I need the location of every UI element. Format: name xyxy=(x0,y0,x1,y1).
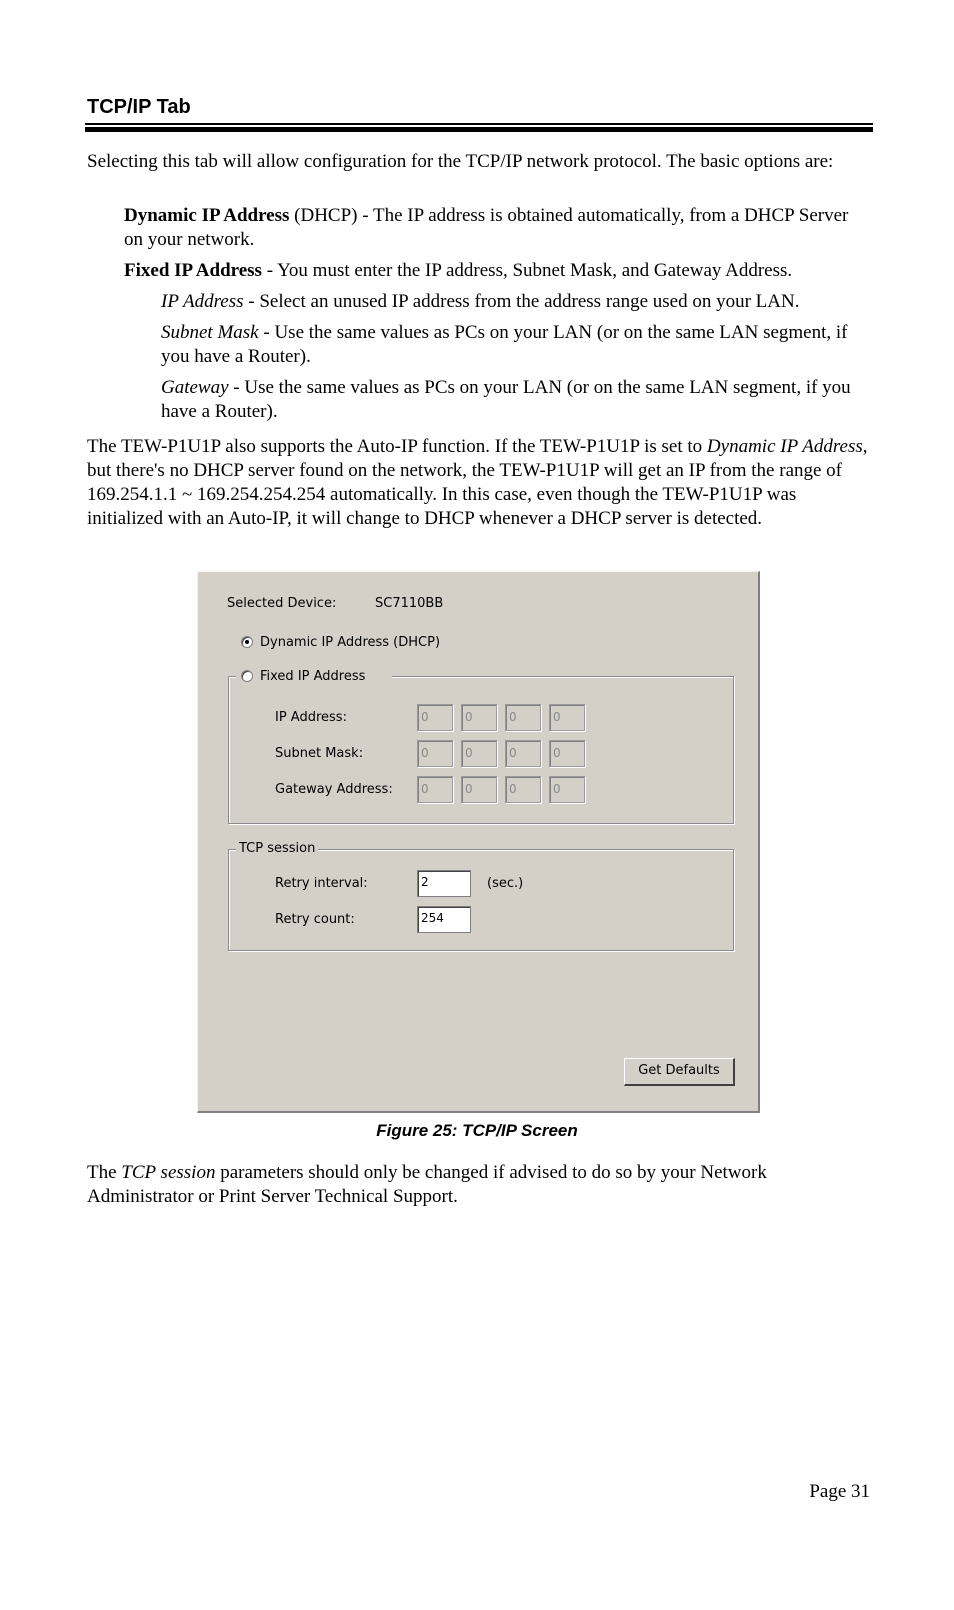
mask-octet-2[interactable]: 0 xyxy=(461,740,497,767)
ip-address-label: IP Address: xyxy=(275,710,347,725)
selected-device-value: SC7110BB xyxy=(375,596,444,611)
fixed-ip-item xyxy=(124,259,872,283)
fixed-ip-term: Fixed IP Address xyxy=(124,260,262,281)
tcp-session-group xyxy=(228,849,734,951)
auto-ip-paragraph xyxy=(87,435,872,531)
retry-count-label: Retry count: xyxy=(275,912,355,927)
ip-octet-2[interactable]: 0 xyxy=(461,704,497,731)
retry-count-input[interactable]: 254 xyxy=(417,906,471,933)
ip-octet-3[interactable]: 0 xyxy=(505,704,541,731)
mask-octet-1[interactable]: 0 xyxy=(417,740,453,767)
retry-interval-label: Retry interval: xyxy=(275,876,368,891)
subnet-mask-desc: - Use the same values as PCs on your LAN (or on the same LAN segment, if you have a Router). xyxy=(161,322,848,367)
tcpip-dialog xyxy=(197,571,760,1113)
dynamic-ip-item xyxy=(124,204,872,252)
tcp-session-note xyxy=(87,1161,872,1209)
gateway-term: Gateway xyxy=(161,377,229,398)
subnet-mask-term: Subnet Mask xyxy=(161,322,259,343)
auto-ip-text-1: The TEW-P1U1P also supports the Auto-IP function. If the TEW-P1U1P is set to xyxy=(87,436,707,457)
mask-octet-4[interactable]: 0 xyxy=(549,740,585,767)
get-defaults-button[interactable]: Get Defaults xyxy=(624,1058,735,1086)
title-rule-thick xyxy=(85,127,873,132)
gateway-octet-3[interactable]: 0 xyxy=(505,776,541,803)
figure-caption: Figure 25: TCP/IP Screen xyxy=(376,1121,578,1140)
title-rule-thin xyxy=(85,123,873,125)
dynamic-ip-radio[interactable] xyxy=(241,636,253,648)
retry-interval-input[interactable]: 2 xyxy=(417,870,471,897)
fixed-ip-radio-label[interactable]: Fixed IP Address xyxy=(260,669,366,684)
fixed-ip-desc: - You must enter the IP address, Subnet Mask, and Gateway Address. xyxy=(261,260,793,281)
ip-octet-1[interactable]: 0 xyxy=(417,704,453,731)
dynamic-ip-radio-label[interactable]: Dynamic IP Address (DHCP) xyxy=(260,635,441,650)
selected-device-label: Selected Device: xyxy=(227,596,337,611)
ip-address-desc: - Select an unused IP address from the address range used on your LAN. xyxy=(243,291,800,312)
auto-ip-text-2: , but there's no DHCP server found on the network, the TEW-P1U1P will get an IP from the range of 169.254.1.1 ~ 169.254.254.254 automatically. In this case, even though the TEW-P1U1P was initialized with an Auto-IP, it will change to DHCP whenever a DHCP server is detected. xyxy=(87,436,868,529)
page-number: Page 31 xyxy=(809,1481,870,1502)
retry-interval-unit: (sec.) xyxy=(487,876,524,891)
gateway-octet-2[interactable]: 0 xyxy=(461,776,497,803)
ip-octet-4[interactable]: 0 xyxy=(549,704,585,731)
gateway-item xyxy=(161,376,872,424)
tcp-note-text-1: The xyxy=(87,1162,122,1183)
ip-address-item xyxy=(161,290,872,314)
gateway-address-label: Gateway Address: xyxy=(275,782,393,797)
subnet-mask-label: Subnet Mask: xyxy=(275,746,364,761)
gateway-desc: - Use the same values as PCs on your LAN (or on the same LAN segment, if you have a Router). xyxy=(161,377,851,422)
tcp-note-italic: TCP session xyxy=(121,1162,216,1183)
ip-address-term: IP Address xyxy=(161,291,244,312)
tcp-session-group-title: TCP session xyxy=(236,841,318,857)
auto-ip-italic: Dynamic IP Address xyxy=(706,436,863,457)
gateway-octet-4[interactable]: 0 xyxy=(549,776,585,803)
tcp-note-text-2: parameters should only be changed if advised to do so by your Network Administrator or Print Server Technical Support. xyxy=(87,1162,767,1207)
section-title: TCP/IP Tab xyxy=(87,96,191,118)
mask-octet-3[interactable]: 0 xyxy=(505,740,541,767)
dynamic-ip-term: Dynamic IP Address xyxy=(124,205,290,226)
fixed-ip-radio[interactable] xyxy=(241,670,253,682)
subnet-mask-item xyxy=(161,321,872,369)
dynamic-ip-desc: (DHCP) - The IP address is obtained automatically, from a DHCP Server on your network. xyxy=(124,205,849,250)
gateway-octet-1[interactable]: 0 xyxy=(417,776,453,803)
intro-paragraph: Selecting this tab will allow configuration for the TCP/IP network protocol. The basic options are: xyxy=(87,151,834,172)
radio-selected-dot xyxy=(245,640,249,644)
